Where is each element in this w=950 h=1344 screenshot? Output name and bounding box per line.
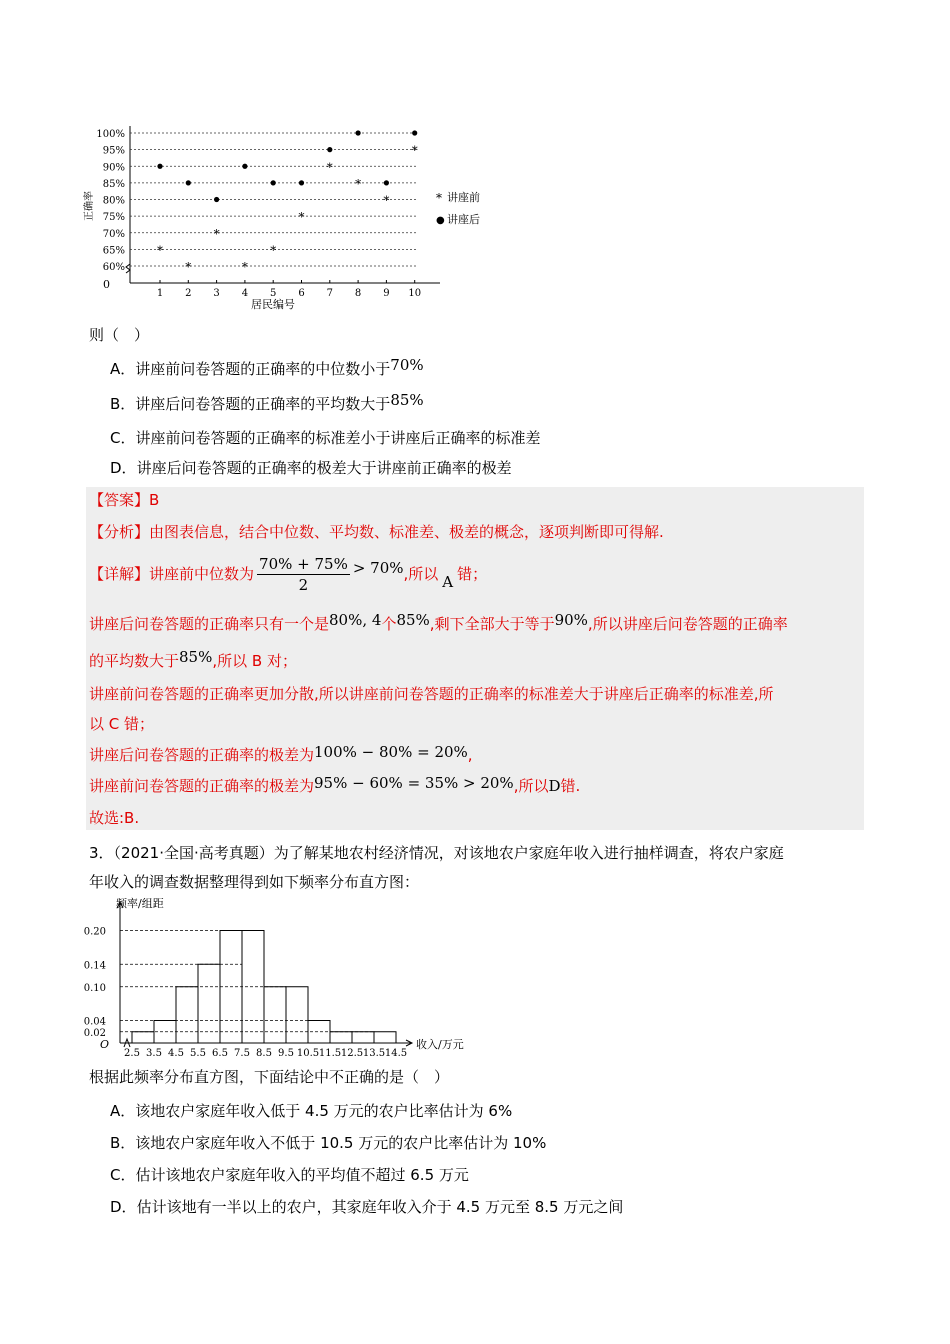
before-point: * [355,176,362,191]
detail-math: 90% [554,611,588,629]
y-tick-label: 0.02 [83,1027,106,1039]
analysis-tag: 【分析】 [89,523,150,541]
after-point [271,180,276,185]
x-tick-label: 9 [383,288,390,299]
detail-math: 95% − 60% = 35% > 20% [314,774,514,792]
option-text: 讲座前问卷答题的正确率的中位数小于 [135,360,391,378]
detail-text: 错. [560,777,581,795]
detail-text: ,所以讲座后问卷答题的正确率 [587,615,788,633]
q3-option-b[interactable] [110,1133,546,1153]
y-tick-label: 75% [102,212,125,224]
histogram-bar [176,987,198,1043]
before-point: * [241,260,248,274]
before-point: * [298,210,305,225]
fraction-denominator: 2 [298,575,309,594]
scatter-points [157,130,418,274]
y-tick-label: 85% [102,178,125,190]
option-ref: A [442,573,454,591]
x-tick-label: 7.5 [234,1048,250,1059]
detail-line-6 [89,745,473,765]
detail-line-2 [89,611,788,634]
detail-math: 85% [179,648,213,666]
before-point: * [411,143,418,158]
q2-option-c[interactable] [110,428,541,448]
y-tick-label: 0.04 [83,1016,106,1028]
y-tick-label: 100% [96,129,125,140]
histogram-gridlines [120,931,374,1032]
option-text: 讲座后问卷答题的正确率的平均数大于 [135,395,391,413]
detail-text: 讲座后问卷答题的正确率只有一个是 [89,615,330,633]
detail-line-4: 讲座前问卷答题的正确率更加分散,所以讲座前问卷答题的正确率的标准差大于讲座后正确率的标准差,所 [89,685,774,703]
x-tick-label: 6.5 [212,1048,228,1059]
x-tick-label: 1 [156,288,164,299]
x-tick-label: 14.5 [384,1048,408,1059]
x-tick-label: 3 [213,288,220,299]
median-fraction [257,554,350,595]
before-point: * [383,193,390,208]
option-text: 该地农户家庭年收入不低于 10.5 万元的农户比率估计为 10% [135,1134,547,1152]
legend-before-label: 讲座前 [447,191,480,204]
detail-text: 个 [381,615,397,633]
q3-option-c[interactable] [110,1165,469,1185]
x-tick-label: 2 [185,288,192,299]
histogram-bar [374,1032,396,1043]
histogram-bar [286,987,308,1043]
option-text: 该地农户家庭年收入低于 4.5 万元的农户比率估计为 6% [135,1102,513,1120]
after-point [384,180,389,185]
x-tick-label: 4.5 [168,1048,184,1059]
q3-option-a[interactable] [110,1101,512,1121]
scatter-chart [80,118,500,318]
y-tick-label: 0.10 [83,982,106,994]
option-letter: B． [110,395,136,413]
q2-option-d[interactable] [110,458,512,478]
option-letter: D． [110,1198,137,1216]
x-tick-label: 8 [354,288,362,299]
scatter-y-axis-label: 正确率 [84,191,95,221]
detail-text: 错； [457,565,488,583]
legend-after-label: 讲座后 [447,213,480,226]
x-tick-label: 12.5 [340,1048,364,1059]
detail-text: 讲座前中位数为 [149,565,255,583]
scatter-zero-label: 0 [103,278,110,291]
x-tick-label: 6 [298,288,305,299]
x-tick-label: 10.5 [296,1048,320,1059]
detail-text: ,所以 [513,777,549,795]
y-tick-label: 95% [102,145,125,157]
histogram-x-ticks [124,1048,407,1059]
q3-stem-line-2: 年收入的调查数据整理得到如下频率分布直方图： [89,873,420,891]
x-tick-label: 2.5 [124,1048,140,1059]
x-tick-label: 5.5 [190,1048,206,1059]
legend-after-symbol: ● [436,215,445,226]
histogram-bar [352,1032,374,1043]
option-text: 讲座前问卷答题的正确率的标准差小于讲座后正确率的标准差 [135,429,541,447]
detail-text: 的平均数大于 [89,652,180,670]
fraction-numerator: 70% + 75% [259,554,348,573]
axis-break-icon [126,264,130,273]
detail-text: 讲座后问卷答题的正确率的极差为 [89,746,315,764]
y-tick-label: 70% [102,228,125,240]
detail-line-1 [89,552,487,596]
legend-before-symbol: * [436,191,442,205]
before-point: * [213,226,220,241]
option-math: 85% [390,391,424,409]
histogram-bar [132,1032,154,1043]
scatter-x-axis-label: 居民编号 [251,298,295,311]
detail-text: ,所以 B 对； [212,652,297,670]
after-point [356,130,361,135]
option-letter: C． [110,429,136,447]
detail-math: 100% − 80% = 20% [314,743,468,761]
y-tick-label: 90% [102,162,125,174]
before-point: * [270,243,277,258]
analysis-line [89,522,664,542]
before-point: * [157,243,163,258]
answer-value: B [149,491,160,509]
x-tick-label: 7 [326,288,333,299]
q2-option-b[interactable] [110,391,424,414]
detail-text: , [467,746,473,764]
y-tick-label: 60% [102,262,125,273]
q3-question: 根据此频率分布直方图，下面结论中不正确的是（ ） [89,1068,450,1086]
option-letter: B． [110,1134,136,1152]
detail-tag: 【详解】 [89,565,150,583]
q2-option-a[interactable] [110,356,424,379]
x-tick-label: 3.5 [146,1048,162,1059]
option-letter: C． [110,1166,136,1184]
detail-text: ,所以 [403,565,439,583]
q3-option-d[interactable] [110,1197,623,1217]
option-math: 70% [390,356,424,374]
after-point [186,180,191,185]
x-tick-label: 8.5 [256,1048,272,1059]
detail-math: 80%, 4 [329,611,382,629]
x-tick-label: 4 [241,288,249,299]
detail-text: ,剩下全部大于等于 [429,615,555,633]
after-point [412,130,417,135]
analysis-text: 由图表信息，结合中位数、平均数、标准差、极差的概念，逐项判断即可得解. [149,523,664,541]
after-point [327,147,332,152]
y-tick-label: 0.20 [83,926,106,938]
before-point: * [185,260,192,274]
detail-text: 讲座前问卷答题的正确率的极差为 [89,777,315,795]
histogram-bar [198,964,220,1043]
answer-tag: 【答案】 [89,491,150,509]
histogram-origin-label: O [100,1038,110,1051]
x-tick-label: 9.5 [278,1048,294,1059]
scatter-legend [436,190,480,226]
y-tick-label: 65% [102,245,125,257]
option-text: 讲座后问卷答题的正确率的极差大于讲座前正确率的极差 [136,459,512,477]
after-point [214,197,219,202]
before-point: * [326,160,333,175]
option-text: 估计该地有一半以上的农户，其家庭年收入介于 4.5 万元至 8.5 万元之间 [136,1198,624,1216]
y-tick-label: 0.14 [83,960,106,972]
scatter-y-ticks [96,129,125,273]
detail-line-5: 以 C 错； [89,715,155,733]
detail-line-7 [89,776,580,796]
detail-math: > 70% [352,559,404,577]
histogram-bar [264,987,286,1043]
detail-math: 85% [396,611,430,629]
option-ref: D [548,777,561,795]
option-text: 估计该地农户家庭年收入的平均值不超过 6.5 万元 [135,1166,469,1184]
option-letter: A． [110,360,136,378]
q3-stem-line-1: 3．（2021·全国·高考真题）为了解某地农村经济情况，对该地农户家庭年收入进行抽样调查，将农户家庭 [89,844,784,862]
x-tick-label: 5 [270,288,277,299]
after-point [299,180,304,185]
x-tick-label: 11.5 [318,1048,342,1059]
histogram-chart [80,892,480,1062]
histogram-bar [330,1032,352,1043]
histogram-x-axis-label: 收入/万元 [416,1038,464,1051]
x-tick-label: 10 [408,288,422,299]
option-letter: D． [110,459,137,477]
detail-line-3 [89,648,297,671]
histogram-y-axis-label: 频率/组距 [116,897,164,910]
q2-stem: 则（ ） [89,326,150,344]
detail-line-8: 故选:B. [89,809,140,827]
answer-line [89,490,159,510]
after-point [242,164,247,169]
histogram-y-ticks [84,927,106,1039]
x-tick-label: 13.5 [362,1048,386,1059]
after-point [157,164,162,169]
option-letter: A． [110,1102,136,1120]
y-tick-label: 80% [102,195,125,207]
